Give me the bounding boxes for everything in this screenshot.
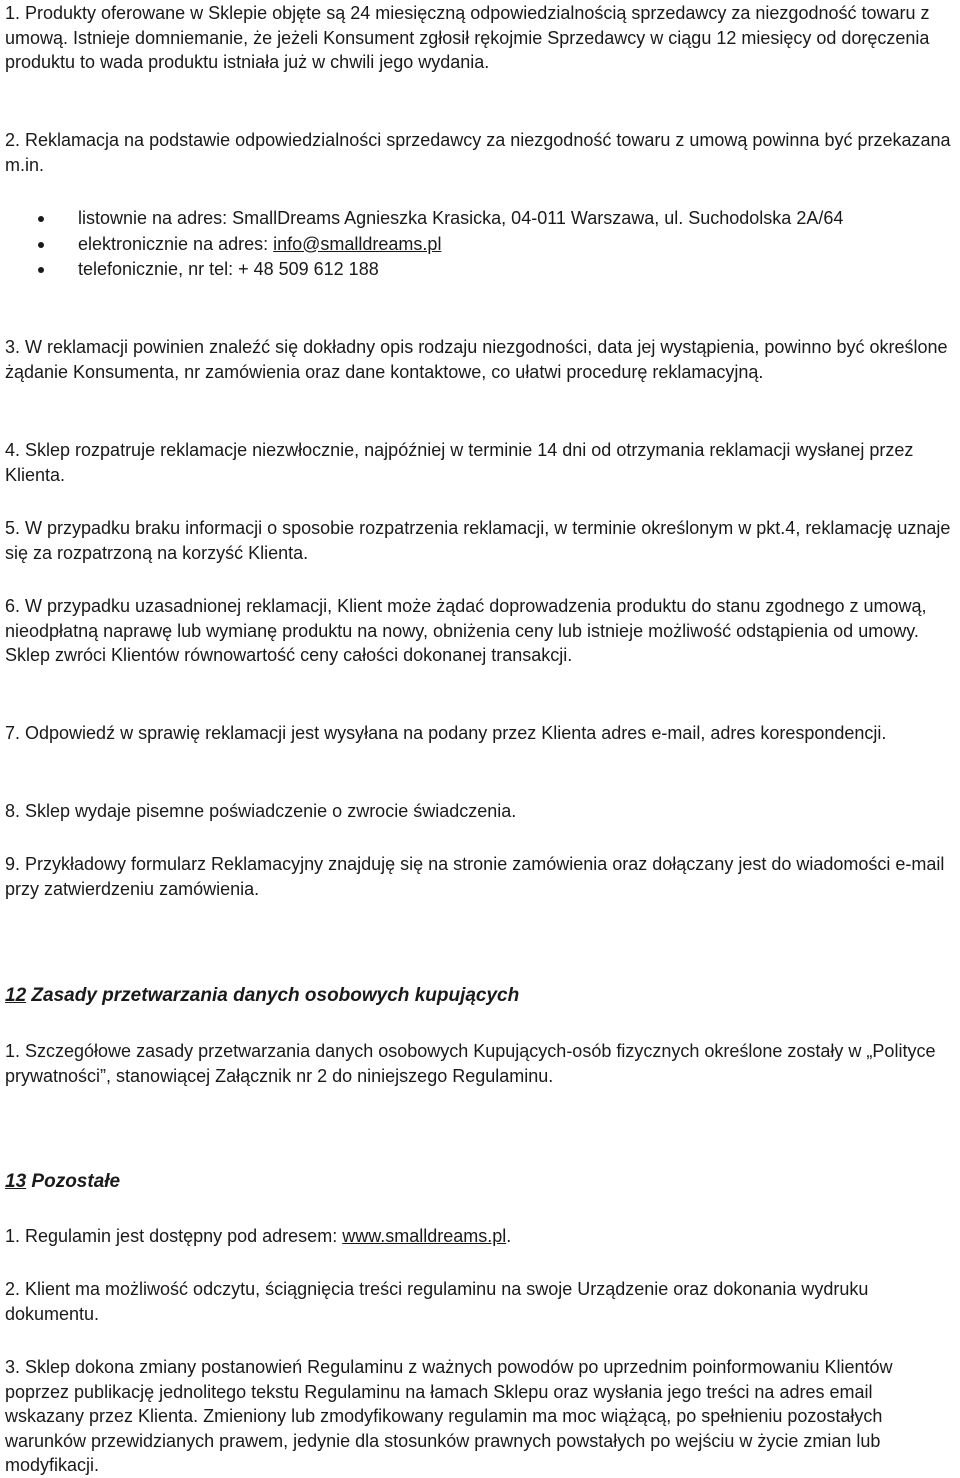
section-13-title: Pozostałe [26,1171,121,1192]
paragraph-13-1 [5,1224,952,1249]
list-item [0,206,952,232]
contact-list [0,206,952,283]
paragraph-11-3: 3. W reklamacji powinien znaleźć się dokładny opis rodzaju niezgodności, data jej wystąpienia, powinno być określone żądanie Konsumenta, nr zamówienia oraz dane kontaktowe, co ułatwi procedurę reklamacyjną. [5,337,948,382]
section-12-heading [5,984,519,1008]
bullet-icon [38,242,44,248]
website-link[interactable]: www.smalldreams.pl [342,1226,507,1246]
paragraph-11-9: 9. Przykładowy formularz Reklamacyjny znajduję się na stronie zamówienia oraz dołączany jest do wiadomości e-mail przy zatwierdzeniu zamówienia. [5,854,945,899]
paragraph-11-2: 2. Reklamacja na podstawie odpowiedzialności sprzedawcy za niezgodność towaru z umową powinna być przekazana m.in. [5,130,951,175]
paragraph-13-3: 3. Sklep dokona zmiany postanowień Regulaminu z ważnych powodów po uprzednim poinformowaniu Klientów poprzez publikację jednolitego tekstu Regulaminu na łamach Sklepu oraz wysłania jego treści na adres email wskazany przez Klienta. Zmieniony lub zmodyfikowany regulamin ma moc wiążącą, po spełnieniu pozostałych warunków przewidzianych prawem, jedynie dla stosunków prawnych powstałych po wejściu w życie zmian lub modyfikacji. [5,1357,893,1475]
section-12-title: Zasady przetwarzania danych osobowych kupujących [26,985,520,1006]
postal-address: listownie na adres: SmallDreams Agnieszka Krasicka, 04-011 Warszawa, ul. Suchodolska 2A/64 [78,208,844,228]
email-label: elektronicznie na adres: [78,233,274,254]
section-13-heading [5,1170,120,1194]
list-item [0,232,952,258]
paragraph-13-2: 2. Klient ma możliwość odczytu, ściągnięcia treści regulaminu na swoje Urządzenie oraz dokonania wydruku dokumentu. [5,1279,869,1324]
bullet-icon [38,267,44,273]
paragraph-11-5: 5. W przypadku braku informacji o sposobie rozpatrzenia reklamacji, w terminie określonym w pkt.4, reklamację uznaje się za rozpatrzoną na korzyść Klienta. [5,518,951,563]
url-label: 1. Regulamin jest dostępny pod adresem: [5,1226,343,1246]
paragraph-11-7: 7. Odpowiedź w sprawię reklamacji jest wysyłana na podany przez Klienta adres e-mail, adres korespondencji. [5,723,887,743]
url-suffix: . [506,1226,512,1246]
section-12-number: 12 [5,985,27,1006]
bullet-icon [38,216,44,222]
phone-number: telefonicznie, nr tel: + 48 509 612 188 [78,259,379,279]
paragraph-11-4: 4. Sklep rozpatruje reklamacje niezwłocznie, najpóźniej w terminie 14 dni od otrzymania reklamacji wysłanej przez Klienta. [5,440,914,485]
paragraph-11-1: 1. Produkty oferowane w Sklepie objęte są 24 miesięczną odpowiedzialnością sprzedawcy za niezgodność towaru z umową. Istnieje domniemanie, że jeżeli Konsument zgłosił rękojmie Sprzedawcy w ciągu 12 miesięcy od doręczenia produktu to wada produktu istniała już w chwili jego wydania. [5,3,930,72]
email-link[interactable]: info@smalldreams.pl [273,233,442,254]
paragraph-11-8: 8. Sklep wydaje pisemne poświadczenie o zwrocie świadczenia. [5,801,517,821]
section-13-number: 13 [5,1171,27,1192]
list-item [0,257,952,283]
paragraph-12-1: 1. Szczegółowe zasady przetwarzania danych osobowych Kupujących-osób fizycznych określone zostały w „Polityce prywatności”, stanowiącej Załącznik nr 2 do niniejszego Regulaminu. [5,1041,936,1086]
paragraph-11-6: 6. W przypadku uzasadnionej reklamacji, Klient może żądać doprowadzenia produktu do stanu zgodnego z umową, nieodpłatną naprawę lub wymianę produktu na nowy, obniżenia ceny lub istnieje możliwość odstąpienia od umowy. Sklep zwróci Klientów równowartość ceny całości dokonanej transakcji. [5,596,927,665]
